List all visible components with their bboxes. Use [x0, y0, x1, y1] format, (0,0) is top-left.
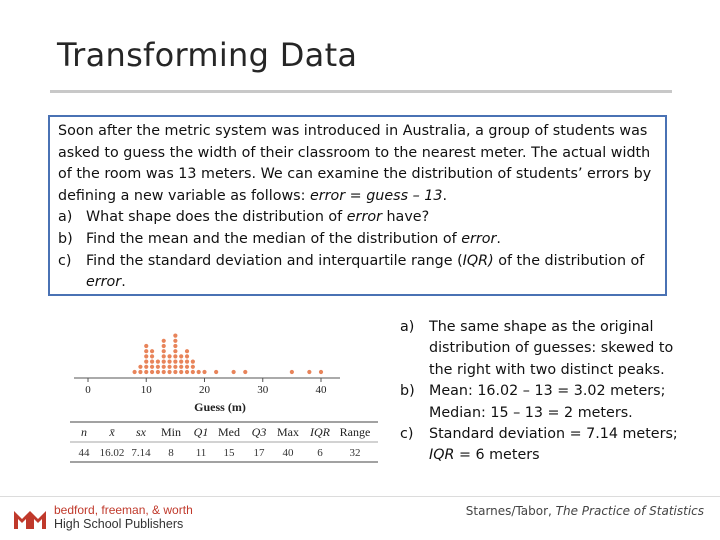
- stats-value-cell: 7.14: [131, 447, 151, 459]
- dot-point: [290, 370, 294, 374]
- dot-point: [319, 370, 323, 374]
- dot-point: [167, 370, 171, 374]
- stats-header-cell: Max: [277, 425, 299, 439]
- slide-title: Transforming Data: [57, 36, 358, 74]
- stats-value-cell: 44: [78, 447, 90, 459]
- publisher-division: High School Publishers: [54, 517, 184, 531]
- dot-point: [167, 365, 171, 369]
- answer-a: [400, 317, 690, 381]
- answer-text-part: Standard deviation = 7.14 meters;: [429, 426, 678, 443]
- dot-point: [156, 370, 160, 374]
- dot-point: [167, 360, 171, 364]
- dot-point: [191, 360, 195, 364]
- dot-point: [150, 360, 154, 364]
- dot-point: [191, 365, 195, 369]
- footer-divider: [0, 496, 720, 497]
- dotplot-xlabel: Guess (m): [194, 400, 246, 414]
- dot-point: [191, 370, 195, 374]
- dot-point: [162, 365, 166, 369]
- stats-value-cell: 11: [195, 447, 207, 459]
- dot-point: [162, 360, 166, 364]
- problem-box: [48, 115, 667, 296]
- dot-point: [179, 370, 183, 374]
- question-text-part: have?: [381, 209, 430, 226]
- dot-point: [202, 370, 206, 374]
- stats-header-cell: Q3: [251, 425, 267, 439]
- dot-point: [197, 370, 201, 374]
- question-text: [86, 229, 657, 251]
- dot-point: [185, 370, 189, 374]
- publisher-name: bedford, freeman, & worth: [54, 503, 193, 517]
- stats-header-cell: Min: [160, 425, 182, 439]
- answer-text: Mean: 16.02 – 13 = 3.02 meters; Median: 15 – 13 = 2 meters.: [429, 383, 666, 421]
- dotplot-dots: [133, 334, 324, 375]
- stats-header-cell: Med: [218, 425, 240, 439]
- dot-point: [173, 334, 177, 338]
- answer-label: c): [400, 426, 414, 443]
- problem-intro-text: Soon after the metric system was introduced in Australia, a group of students was asked to guess the width of their classroom to the nearest meter. The actual width of the room was 13 meters. We can examine the distribution of students’ errors by defining a new variable as follows:: [58, 123, 652, 204]
- dot-point: [162, 339, 166, 343]
- question-b: [58, 229, 657, 251]
- dot-point: [167, 354, 171, 358]
- dot-point: [173, 344, 177, 348]
- question-text: [86, 207, 657, 229]
- question-term: error: [461, 230, 497, 247]
- dot-point: [138, 370, 142, 374]
- dot-point: [185, 354, 189, 358]
- stats-header-cell: Q1: [193, 425, 209, 439]
- stats-value-cell: 16.02: [99, 447, 125, 459]
- axis-tick-label: 30: [257, 384, 269, 396]
- dot-point: [173, 354, 177, 358]
- answer-label: a): [400, 319, 415, 335]
- footer-credit: [466, 504, 704, 518]
- dot-point: [156, 360, 160, 364]
- dot-point: [243, 370, 247, 374]
- stats-value-cell: 40: [282, 447, 294, 459]
- dot-point: [144, 365, 148, 369]
- stats-value-cell: 32: [349, 447, 361, 459]
- problem-intro: [58, 121, 657, 207]
- dotplot-ticks: [85, 378, 327, 396]
- dot-point: [144, 370, 148, 374]
- dot-point: [173, 339, 177, 343]
- publisher-logo-icon: [12, 505, 48, 531]
- stats-value-cell: 8: [168, 447, 174, 459]
- question-text-part: Find the mean and the median of the distribution of: [86, 230, 462, 247]
- problem-intro-variable: error = guess – 13: [309, 187, 443, 204]
- question-c: [58, 251, 657, 294]
- stats-header-cell: Range: [339, 425, 371, 439]
- dot-point: [173, 349, 177, 353]
- dot-point: [162, 349, 166, 353]
- question-text-part: .: [496, 230, 501, 247]
- question-text: [86, 251, 657, 294]
- dot-point: [185, 365, 189, 369]
- question-text-part: Find the standard deviation and interquartile range (: [86, 252, 463, 269]
- answer-term: IQR: [429, 447, 455, 464]
- dot-point: [179, 365, 183, 369]
- dot-point: [150, 349, 154, 353]
- dot-point: [144, 354, 148, 358]
- axis-tick-label: 20: [199, 384, 210, 396]
- dot-point: [214, 370, 218, 374]
- stats-header-cell: IQR: [310, 425, 330, 439]
- dot-point: [144, 360, 148, 364]
- dot-point: [185, 349, 189, 353]
- dot-point: [150, 365, 154, 369]
- problem-intro-end: .: [442, 187, 448, 204]
- question-text-part: What shape does the distribution of: [86, 209, 347, 226]
- dot-point: [232, 370, 236, 374]
- dot-point: [173, 360, 177, 364]
- dot-point: [156, 365, 160, 369]
- dot-point: [179, 354, 183, 358]
- question-label: b): [58, 230, 73, 247]
- dot-point: [162, 370, 166, 374]
- dot-point: [138, 365, 142, 369]
- dot-point: [185, 360, 189, 364]
- question-term: error: [86, 274, 122, 291]
- question-a: [58, 207, 657, 229]
- answer-text-part: = 6 meters: [454, 447, 540, 464]
- answers-list: [400, 317, 690, 467]
- axis-tick-label: 10: [140, 384, 152, 396]
- dotplot-figure: [70, 318, 382, 464]
- question-term: error: [346, 209, 382, 226]
- answer-b: [400, 381, 690, 424]
- axis-tick-label: 40: [315, 384, 327, 396]
- dot-point: [162, 344, 166, 348]
- stats-value-cell: 15: [223, 447, 235, 459]
- dot-point: [179, 360, 183, 364]
- stats-header-cell: sx: [136, 425, 146, 439]
- dot-point: [150, 354, 154, 358]
- dot-point: [133, 370, 137, 374]
- stats-value-cell: 17: [253, 447, 265, 459]
- stats-header-cell: x̄: [109, 425, 115, 439]
- stats-header-cell: n: [81, 425, 87, 439]
- question-text-part: of the distribution of: [493, 252, 645, 269]
- publisher-logo: [12, 503, 252, 533]
- dot-point: [173, 365, 177, 369]
- dot-point: [144, 349, 148, 353]
- answer-text: [429, 424, 690, 467]
- answer-text: The same shape as the original distribution of guesses: skewed to the right with two distinct peaks.: [429, 319, 674, 378]
- axis-tick-label: 0: [85, 384, 91, 396]
- dot-point: [144, 344, 148, 348]
- credit-book-title: The Practice of Statistics: [555, 504, 704, 518]
- dot-point: [173, 370, 177, 374]
- dot-point: [307, 370, 311, 374]
- dot-point: [162, 354, 166, 358]
- answer-label: b): [400, 383, 415, 400]
- question-label: a): [58, 209, 73, 226]
- question-text-part: .: [121, 274, 126, 291]
- answer-c: [400, 424, 690, 467]
- title-divider: [50, 90, 672, 93]
- credit-authors: Starnes/Tabor,: [465, 504, 556, 518]
- question-label: c): [58, 252, 72, 269]
- stats-value-cell: 6: [317, 447, 323, 459]
- dot-point: [150, 370, 154, 374]
- question-term: IQR): [462, 252, 494, 269]
